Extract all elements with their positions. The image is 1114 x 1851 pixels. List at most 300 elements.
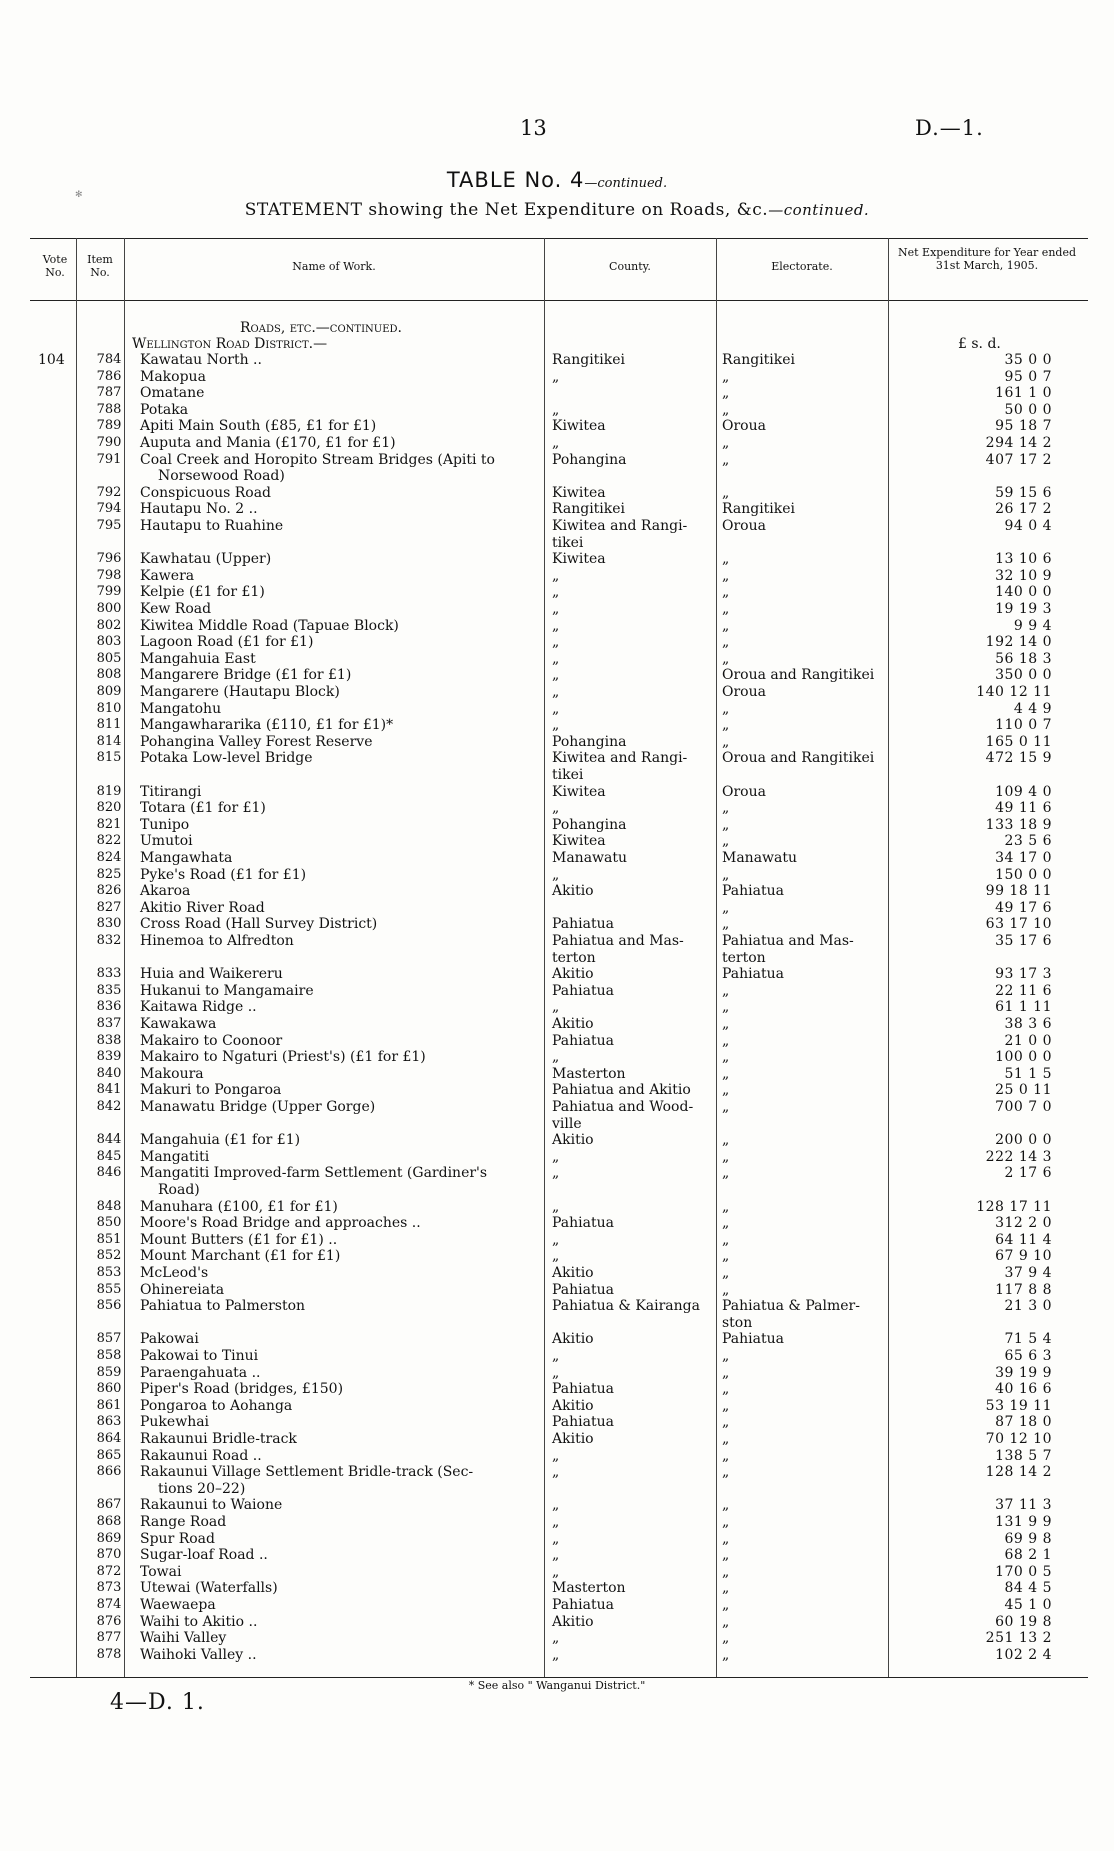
table-title-main: TABLE No. 4	[446, 168, 585, 192]
item-number: 836	[96, 999, 122, 1015]
county: „	[552, 435, 560, 451]
county: Pahiatua	[552, 1281, 614, 1298]
county: „	[552, 1364, 560, 1381]
county: „	[552, 1646, 560, 1663]
col-header-expenditure: Net Expenditure for Year ended 31st March, 1905.	[897, 246, 1076, 272]
electorate: „	[722, 584, 730, 601]
statement-heading	[0, 200, 1114, 220]
table-row	[30, 1033, 1088, 1049]
county: „	[552, 634, 560, 651]
electorate: „	[722, 1547, 730, 1564]
work-name: Titirangi	[140, 783, 202, 800]
table-row	[30, 1082, 1088, 1098]
county: „	[552, 667, 560, 684]
work-name: Mount Butters (£1 for £1) ..	[140, 1231, 338, 1248]
net-expenditure: 95 18 7	[995, 418, 1052, 435]
item-number: 800	[96, 601, 122, 616]
item-number: 840	[96, 1065, 122, 1081]
county: Pahiatua	[552, 916, 614, 933]
table-row	[30, 1099, 1088, 1115]
county: tikei	[552, 534, 584, 551]
work-name: Kawhatau (Upper)	[140, 551, 272, 568]
net-expenditure: 56 18 3	[995, 650, 1052, 667]
item-number: 811	[96, 717, 122, 733]
electorate: „	[722, 916, 730, 933]
col-header-name: Name of Work.	[292, 260, 376, 273]
net-expenditure: 26 17 2	[995, 501, 1052, 518]
table-row	[30, 684, 1088, 700]
county: Akitio	[552, 1613, 594, 1630]
item-number: 819	[96, 783, 122, 799]
county: „	[552, 1464, 560, 1481]
county: Pahiatua	[552, 1381, 614, 1398]
item-number: 858	[96, 1348, 122, 1363]
electorate: „	[722, 617, 730, 634]
item-number: 861	[96, 1397, 122, 1413]
table-row	[30, 1514, 1088, 1530]
net-expenditure: 32 10 9	[995, 567, 1052, 584]
item-number: 872	[96, 1563, 122, 1579]
electorate: „	[722, 866, 730, 883]
county: Akitio	[552, 1265, 594, 1281]
item-number: 803	[96, 634, 122, 650]
table-row	[30, 568, 1088, 584]
electorate: „	[722, 368, 730, 385]
table-row	[30, 1265, 1088, 1281]
electorate: „	[722, 451, 730, 468]
table-row	[30, 784, 1088, 800]
net-expenditure: 102 2 4	[995, 1646, 1052, 1663]
table-row	[30, 1547, 1088, 1563]
table-row	[30, 817, 1088, 833]
electorate: Oroua	[722, 418, 766, 435]
table-row	[30, 667, 1088, 683]
net-expenditure: 161 1 0	[995, 385, 1052, 402]
net-expenditure: 170 0 5	[995, 1563, 1052, 1580]
table-row	[30, 1630, 1088, 1646]
net-expenditure: 87 18 0	[995, 1414, 1052, 1431]
item-number: 822	[96, 833, 122, 849]
item-number: 838	[96, 1032, 122, 1048]
net-expenditure: 35 0 0	[1004, 352, 1052, 368]
county: „	[552, 1563, 560, 1580]
item-number: 842	[96, 1099, 122, 1114]
work-name: Auputa and Mania (£170, £1 for £1)	[140, 435, 396, 451]
table-row	[30, 999, 1088, 1015]
footnote: * See also " Wanganui District."	[468, 1679, 646, 1692]
county: Masterton	[552, 1065, 626, 1082]
county: Pohangina	[552, 816, 627, 833]
table-header-rule	[30, 300, 1088, 301]
table-top-rule	[30, 238, 1088, 239]
item-number: 841	[96, 1082, 122, 1098]
table-row	[30, 352, 1088, 368]
net-expenditure: 71 5 4	[1004, 1331, 1052, 1348]
net-expenditure: 49 17 6	[995, 899, 1052, 916]
net-expenditure: 68 2 1	[1004, 1547, 1052, 1564]
county: „	[552, 1514, 560, 1530]
table-row	[30, 701, 1088, 717]
table-row	[30, 1215, 1088, 1231]
net-expenditure: 312 2 0	[995, 1215, 1052, 1232]
work-name: Paraengahuata ..	[140, 1364, 261, 1381]
electorate: „	[722, 385, 730, 402]
item-number: 837	[96, 1016, 122, 1031]
county: „	[552, 1248, 560, 1265]
county: „	[552, 1049, 560, 1066]
item-number: 865	[96, 1447, 122, 1463]
county: „	[552, 1198, 560, 1215]
county: Akitio	[552, 1431, 594, 1447]
net-expenditure: 37 11 3	[995, 1497, 1052, 1514]
table-row	[30, 933, 1088, 949]
work-name: Waihi to Akitio ..	[140, 1613, 258, 1630]
table-row	[30, 983, 1088, 999]
net-expenditure: 38 3 6	[1004, 1016, 1052, 1032]
item-number: 877	[96, 1630, 122, 1646]
electorate: „	[722, 717, 730, 734]
item-number: 794	[96, 501, 122, 517]
county: „	[552, 1231, 560, 1248]
col-header-county: County.	[609, 260, 651, 273]
county: Kiwitea and Rangi-	[552, 750, 688, 767]
table-row	[30, 1365, 1088, 1381]
work-name: Tunipo	[140, 816, 190, 833]
item-number: 876	[96, 1613, 122, 1629]
table-row	[30, 1398, 1088, 1414]
county: Kiwitea	[552, 783, 606, 800]
item-number: 869	[96, 1530, 122, 1546]
net-expenditure: 60 19 8	[995, 1613, 1052, 1630]
item-number: 796	[96, 551, 122, 567]
electorate: Pahiatua & Palmer-	[722, 1298, 860, 1315]
table-row	[30, 1331, 1088, 1347]
net-expenditure: 59 15 6	[995, 484, 1052, 501]
net-expenditure: 165 0 11	[985, 733, 1052, 750]
item-number: 870	[96, 1547, 122, 1563]
item-number: 789	[96, 418, 122, 434]
item-number: 848	[96, 1198, 122, 1214]
item-number: 852	[96, 1248, 122, 1264]
electorate: Pahiatua	[722, 1331, 784, 1348]
work-name: Potaka Low-level Bridge	[140, 750, 313, 767]
net-expenditure: 9 9 4	[1013, 617, 1052, 634]
work-name: Coal Creek and Horopito Stream Bridges (Apiti to	[140, 451, 495, 468]
county: „	[552, 1497, 560, 1514]
table-row	[30, 750, 1088, 766]
net-expenditure: 69 9 8	[1004, 1530, 1052, 1547]
electorate: „	[722, 1364, 730, 1381]
item-number: 814	[96, 733, 122, 749]
electorate: „	[722, 1397, 730, 1414]
work-name: Mangahuia (£1 for £1)	[140, 1132, 301, 1149]
county: Rangitikei	[552, 352, 626, 368]
electorate: „	[722, 1099, 730, 1115]
item-number: 815	[96, 750, 122, 766]
item-number: 859	[96, 1364, 122, 1380]
county: Akitio	[552, 1016, 594, 1032]
net-expenditure: 117 8 8	[995, 1281, 1052, 1298]
table-row	[30, 1614, 1088, 1630]
county: Masterton	[552, 1580, 626, 1597]
electorate: „	[722, 816, 730, 833]
currency-header: £ s. d.	[958, 336, 1001, 352]
table-row	[30, 1298, 1088, 1314]
net-expenditure: 140 0 0	[995, 584, 1052, 601]
work-name: Apiti Main South (£85, £1 for £1)	[140, 418, 377, 435]
item-number: 784	[96, 352, 122, 367]
net-expenditure: 19 19 3	[995, 601, 1052, 617]
county: Akitio	[552, 1132, 594, 1149]
table-row	[30, 1066, 1088, 1082]
county: „	[552, 584, 560, 601]
county: „	[552, 717, 560, 734]
electorate: „	[722, 1514, 730, 1530]
county: „	[552, 1630, 560, 1647]
work-name: tions 20–22)	[158, 1480, 246, 1497]
work-name: Sugar-loaf Road ..	[140, 1547, 268, 1564]
table-row	[30, 850, 1088, 866]
electorate: „	[722, 1414, 730, 1431]
table-row	[30, 966, 1088, 982]
vote-number: 104	[38, 352, 65, 368]
work-name: Makuri to Pongaroa	[140, 1082, 282, 1099]
county: Pahiatua	[552, 1414, 614, 1431]
item-number: 855	[96, 1281, 122, 1297]
work-name: Cross Road (Hall Survey District)	[140, 916, 378, 933]
item-number: 826	[96, 883, 122, 899]
county: „	[552, 401, 560, 418]
work-name: Mangarere (Hautapu Block)	[140, 684, 340, 700]
electorate: „	[722, 551, 730, 568]
electorate: „	[722, 601, 730, 617]
county: Kiwitea	[552, 484, 606, 501]
electorate: „	[722, 899, 730, 916]
net-expenditure: 109 4 0	[995, 783, 1052, 800]
electorate: „	[722, 484, 730, 501]
table-row	[30, 468, 1088, 484]
net-expenditure: 64 11 4	[995, 1231, 1052, 1248]
table-row	[30, 950, 1088, 966]
county: ville	[552, 1115, 582, 1132]
item-number: 787	[96, 385, 122, 401]
table-row	[30, 800, 1088, 816]
item-number: 833	[96, 966, 122, 982]
electorate: „	[722, 1265, 730, 1281]
table-row	[30, 833, 1088, 849]
work-name: Umutoi	[140, 833, 193, 850]
net-expenditure: 34 17 0	[995, 850, 1052, 866]
item-number: 798	[96, 567, 122, 583]
electorate: „	[722, 733, 730, 750]
electorate: „	[722, 833, 730, 850]
electorate: Oroua	[722, 783, 766, 800]
county: Akitio	[552, 1331, 594, 1348]
work-name: Conspicuous Road	[140, 484, 271, 501]
table-row	[30, 402, 1088, 418]
electorate: Pahiatua and Mas-	[722, 933, 854, 949]
county: Pahiatua	[552, 982, 614, 999]
item-number: 839	[96, 1049, 122, 1065]
county: Pahiatua & Kairanga	[552, 1298, 700, 1315]
electorate: „	[722, 1198, 730, 1215]
net-expenditure: 63 17 10	[985, 916, 1052, 933]
electorate: „	[722, 1231, 730, 1248]
table-row	[30, 916, 1088, 932]
work-name: Potaka	[140, 401, 189, 418]
work-name: Hukanui to Mangamaire	[140, 982, 314, 999]
table-row	[30, 1564, 1088, 1580]
item-number: 857	[96, 1331, 122, 1347]
item-number: 809	[96, 684, 122, 699]
item-number: 791	[96, 451, 122, 467]
county: Pahiatua and Mas-	[552, 933, 684, 949]
electorate: „	[722, 1281, 730, 1298]
table-row	[30, 1448, 1088, 1464]
work-name: McLeod's	[140, 1265, 209, 1281]
net-expenditure: 84 4 5	[1004, 1580, 1052, 1597]
table-row	[30, 485, 1088, 501]
item-number: 786	[96, 368, 122, 384]
net-expenditure: 251 13 2	[985, 1630, 1052, 1647]
work-name: Kawakawa	[140, 1016, 217, 1032]
net-expenditure: 294 14 2	[985, 435, 1052, 451]
county: Kiwitea	[552, 833, 606, 850]
item-number: 873	[96, 1580, 122, 1596]
county: „	[552, 684, 560, 700]
work-name: Rakaunui to Waione	[140, 1497, 283, 1514]
work-name: Pahiatua to Palmerston	[140, 1298, 306, 1315]
work-name: Akitio River Road	[140, 899, 265, 916]
work-name: Waihoki Valley ..	[140, 1646, 257, 1663]
electorate: „	[722, 1381, 730, 1398]
county: tikei	[552, 767, 584, 783]
table-title	[0, 168, 1114, 192]
work-name: Road)	[158, 1182, 200, 1198]
electorate: „	[722, 1215, 730, 1232]
work-name: Pukewhai	[140, 1414, 210, 1431]
work-name: Akaroa	[140, 883, 191, 900]
electorate: „	[722, 1646, 730, 1663]
electorate: „	[722, 982, 730, 999]
electorate: „	[722, 1082, 730, 1099]
document-code: D.—1.	[915, 116, 984, 140]
electorate: „	[722, 1132, 730, 1149]
county: Pahiatua	[552, 1597, 614, 1613]
electorate: Rangitikei	[722, 352, 796, 368]
work-name: Manuhara (£100, £1 for £1)	[140, 1198, 338, 1215]
statement-suffix: —continued.	[768, 201, 870, 219]
electorate: Oroua	[722, 518, 766, 534]
electorate: „	[722, 1032, 730, 1049]
table-row	[30, 1282, 1088, 1298]
work-name: Rakaunui Village Settlement Bridle-track (Sec-	[140, 1464, 474, 1481]
electorate: Pahiatua	[722, 966, 784, 983]
work-name: Kiwitea Middle Road (Tapuae Block)	[140, 617, 399, 634]
county: terton	[552, 949, 596, 966]
work-name: Mangahuia East	[140, 650, 256, 667]
work-name: Omatane	[140, 385, 205, 402]
table-row	[30, 1647, 1088, 1663]
electorate: terton	[722, 949, 766, 966]
electorate: „	[722, 1497, 730, 1514]
net-expenditure: 133 18 9	[985, 816, 1052, 833]
table-row	[30, 1049, 1088, 1065]
net-expenditure: 95 0 7	[1004, 368, 1052, 385]
table-row	[30, 501, 1088, 517]
electorate: „	[722, 1597, 730, 1613]
work-name: Pongaroa to Aohanga	[140, 1397, 293, 1414]
work-name: Lagoon Road (£1 for £1)	[140, 634, 314, 651]
work-name: Hautapu No. 2 ..	[140, 501, 258, 518]
table-bottom-rule	[30, 1677, 1088, 1678]
work-name: Hautapu to Ruahine	[140, 518, 284, 534]
item-number: 795	[96, 518, 122, 533]
county: Pahiatua and Akitio	[552, 1082, 691, 1099]
county: „	[552, 368, 560, 385]
table-row	[30, 1481, 1088, 1497]
table-row	[30, 717, 1088, 733]
table-row	[30, 601, 1088, 617]
table-row	[30, 1464, 1088, 1480]
electorate: „	[722, 999, 730, 1016]
work-name: Mangatiti	[140, 1148, 210, 1165]
county: „	[552, 601, 560, 617]
work-name: Pyke's Road (£1 for £1)	[140, 866, 307, 883]
work-name: Mangawhata	[140, 850, 233, 866]
county: „	[552, 866, 560, 883]
electorate: „	[722, 1065, 730, 1082]
work-name: Waewaepa	[140, 1597, 216, 1613]
net-expenditure: 100 0 0	[995, 1049, 1052, 1066]
table-row	[30, 1199, 1088, 1215]
net-expenditure: 200 0 0	[995, 1132, 1052, 1149]
table-row	[30, 1132, 1088, 1148]
net-expenditure: 23 5 6	[1004, 833, 1052, 850]
work-name: Totara (£1 for £1)	[140, 800, 266, 817]
work-name: Pakowai	[140, 1331, 199, 1348]
net-expenditure: 192 14 0	[985, 634, 1052, 651]
item-number: 810	[96, 700, 122, 716]
signature-mark: 4—D. 1.	[110, 1690, 205, 1715]
work-name: Kew Road	[140, 601, 212, 617]
electorate: „	[722, 1016, 730, 1032]
county: „	[552, 1547, 560, 1564]
table-row	[30, 418, 1088, 434]
work-name: Huia and Waikereru	[140, 966, 283, 983]
work-name: Mangarere Bridge (£1 for £1)	[140, 667, 352, 684]
table-row	[30, 1431, 1088, 1447]
work-name: Kelpie (£1 for £1)	[140, 584, 265, 601]
work-name: Mangatiti Improved-farm Settlement (Gardiner's	[140, 1165, 488, 1182]
county: Akitio	[552, 1397, 594, 1414]
electorate: „	[722, 401, 730, 418]
item-number: 835	[96, 982, 122, 998]
work-name: Hinemoa to Alfredton	[140, 933, 294, 949]
table-row	[30, 1348, 1088, 1364]
item-number: 874	[96, 1597, 122, 1612]
table-row	[30, 1497, 1088, 1513]
electorate: Oroua and Rangitikei	[722, 750, 875, 767]
net-expenditure: 110 0 7	[995, 717, 1052, 734]
county: „	[552, 1165, 560, 1182]
work-name: Makairo to Ngaturi (Priest's) (£1 for £1)	[140, 1049, 426, 1066]
net-expenditure: 50 0 0	[1004, 401, 1052, 418]
net-expenditure: 40 16 6	[995, 1381, 1052, 1398]
work-name: Kawera	[140, 567, 195, 584]
work-name: Waihi Valley	[140, 1630, 227, 1647]
work-name: Pakowai to Tinui	[140, 1348, 259, 1364]
